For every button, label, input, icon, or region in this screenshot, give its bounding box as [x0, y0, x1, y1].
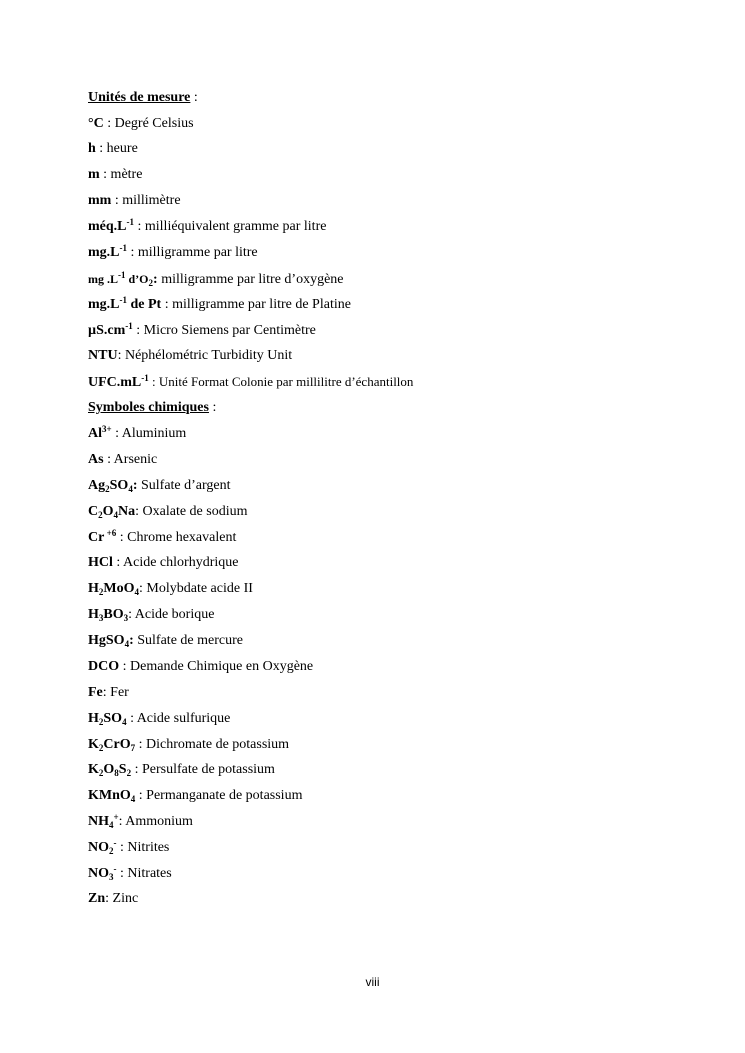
- symbol-k2cro7: $K_2CrO_7$ : Dichromate de potassium: [88, 737, 290, 753]
- symbol-c2o4na: $C_2O_4Na$: Oxalate de sodium: [88, 504, 248, 520]
- unit-mgl: $mg.L^{-1}$ : milligramme par litre: [88, 243, 258, 260]
- symbol-nh4: $NH_4^+$: Ammonium: [88, 812, 193, 830]
- unit-millimetre: mm : millimètre: [88, 193, 181, 208]
- unit-ntu: NTU: Néphélométric Turbidity Unit: [88, 348, 293, 363]
- unit-heure: h : heure: [88, 141, 138, 156]
- symbol-no3: $NO_3^-$ : Nitrates: [88, 864, 172, 882]
- page-number: viii: [365, 975, 380, 989]
- symbol-hcl: HCl : Acide chlorhydrique: [88, 555, 239, 570]
- symbol-al: $Al^{3+}$ : Aluminium: [88, 424, 187, 441]
- symbol-no2: $NO_2^-$ : Nitrites: [88, 838, 170, 856]
- symbol-zn: Zn: Zinc: [88, 891, 139, 906]
- symbols-heading: Symboles chimiques :: [88, 400, 217, 415]
- unit-mg-pt: $mg.L^{-1}$ de Pt : milligramme par litre de Platine: [88, 295, 351, 312]
- symbol-kmno4: KMnO$_4$ : Permanganate de potassium: [88, 788, 303, 804]
- symbol-h2moo4: $H_2MoO_4$: Molybdate acide II: [88, 581, 253, 597]
- symbol-h3bo3: $H_3BO_3$: Acide borique: [88, 607, 215, 623]
- unit-us-cm: $\mu S.cm^{-1}$ : Micro Siemens par Centimètre: [88, 321, 316, 338]
- unit-meq: $méq.L^{-1}$ : milliéquivalent gramme par litre: [88, 217, 327, 234]
- unit-mg-o2: mg $.L^{-1}$ $d’O_2$: milligramme par litre d’oxygène: [88, 270, 344, 288]
- symbol-ag2so4: $Ag_2SO_4$: Sulfate d’argent: [88, 478, 231, 494]
- unit-celsius: °C : Degré Celsius: [88, 116, 194, 131]
- symbol-as: As : Arsenic: [88, 452, 158, 467]
- symbol-cr: Cr $^{+6}$ : Chrome hexavalent: [88, 528, 237, 545]
- symbol-hgso4: HgSO$_4$: Sulfate de mercure: [88, 633, 243, 649]
- unit-metre: m : mètre: [88, 167, 143, 182]
- symbol-dco: DCO : Demande Chimique en Oxygène: [88, 659, 314, 674]
- symbol-fe: Fe: Fer: [88, 685, 129, 700]
- symbol-h2so4: $H_2SO_4$ : Acide sulfurique: [88, 711, 231, 727]
- symbol-k2o8s2: $K_2O_8S_2$ : Persulfate de potassium: [88, 762, 275, 778]
- unit-ufc: $UFC.mL^{-1}$ : Unité Format Colonie par millilitre d’échantillon: [88, 373, 414, 390]
- units-heading: Unités de mesure :: [88, 90, 198, 105]
